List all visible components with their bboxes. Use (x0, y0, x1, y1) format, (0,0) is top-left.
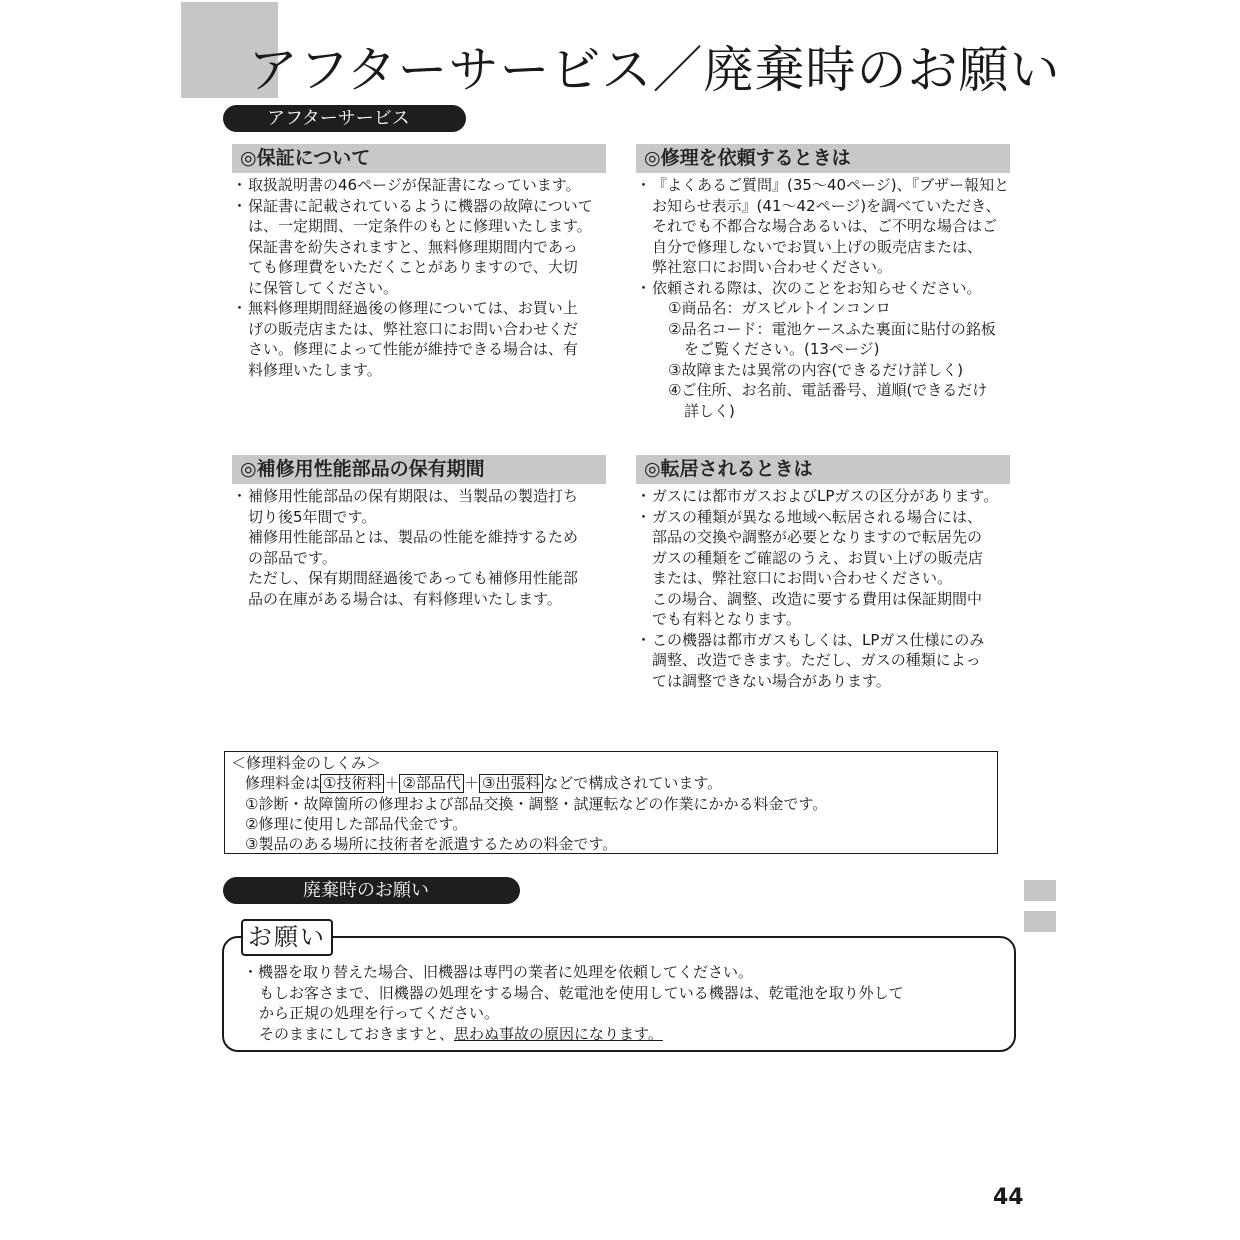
warranty-item-1: ・ 取扱説明書の46ページが保証書になっています。 (232, 175, 606, 196)
fee-box-lead: 修理料金は ①技術料 ＋ ②部品代 ＋ ③出張料 などで構成されています。 (245, 774, 723, 793)
warning-underlined: 思わぬ事故の原因になります。 (454, 1024, 663, 1043)
section-label-disposal: 廃棄時のお願い (223, 877, 520, 904)
moving-item-1: ・ ガスには都市ガスおよびLPガスの区分があります。 (636, 486, 1010, 507)
section-label-after-service: アフターサービス (223, 105, 466, 132)
fee-tag-travel: ③出張料 (479, 774, 543, 793)
repair-info-issue: ③故障または異常の内容(できるだけ詳しく) (668, 360, 964, 379)
warranty-body (232, 175, 606, 380)
heading-repair-request: ◎修理を依頼するときは (636, 144, 1010, 173)
parts-item: ・ 補修用性能部品の保有期限は、当製品の製造打ち 切り後5年間です。 補修用性能部品とは、製品の性能を維持するため の部品です。 ただし、保有期間経過後であっても補修用性能部 品の在庫がある場合は、有料修理いたします。 (232, 486, 606, 609)
page-number: 44 (993, 1185, 1024, 1210)
repair-body (636, 175, 1010, 421)
fee-note-3: ③製品のある場所に技術者を派遣するための料金です。 (245, 835, 618, 854)
moving-body (636, 486, 1010, 691)
fee-tag-tech: ①技術料 (320, 774, 384, 793)
warranty-item-3: ・ 無料修理期間経過後の修理については、お買い上 げの販売店または、弊社窓口にお問い合わせくだ さい。修理によって性能が維持できる場合は、有 料修理いたします。 (232, 298, 606, 380)
repair-info-code: ②品名コード：電池ケースふた裏面に貼付の銘板 (668, 319, 996, 338)
fee-note-1: ①診断・故障箇所の修理および部品交換・調整・試運転などの作業にかかる料金です。 (245, 794, 828, 813)
request-note-label: お願い (241, 919, 333, 956)
moving-item-2: ・ ガスの種類が異なる地域へ転居される場合には、 部品の交換や調整が必要となりますので転居先の ガスの種類をご確認のうえ、お買い上げの販売店 または、弊社窓口にお問い合わせください。 この場合、調整、改造に要する費用は保証期間中 でも有料となります。 (636, 507, 1010, 630)
moving-item-3: ・ この機器は都市ガスもしくは、LPガス仕様にのみ 調整、改造できます。ただし、ガスの種類によっ ては調整できない場合があります。 (636, 630, 1010, 692)
repair-info-address: ④ご住所、お名前、電話番号、道順(できるだけ (668, 381, 988, 399)
fee-tag-parts: ②部品代 (399, 774, 463, 793)
side-index-tab-2 (1024, 911, 1056, 932)
parts-body (232, 486, 606, 609)
heading-warranty: ◎保証について (232, 144, 606, 173)
request-note-text: ・機器を取り替えた場合、旧機器は専門の業者に処理を依頼してください。 もしお客さまで、旧機器の処理をする場合、乾電池を使用している機器は、乾電池を取り外して から正規の処理を行ってください。 そのままにしておきますと、思わぬ事故の原因になります。 (243, 963, 904, 1043)
side-index-tab-1 (1024, 880, 1056, 901)
warranty-item-2: ・ 保証書に記載されているように機器の故障について は、一定期間、一定条件のもとに修理いたします。 保証書を紛失されますと、無料修理期間内であっ ても修理費をいただくことがありますので、大切 に保管してください。 (232, 196, 606, 299)
heading-parts-retention: ◎補修用性能部品の保有期間 (232, 455, 606, 484)
fee-box-title: ＜修理料金のしくみ＞ (231, 754, 382, 772)
repair-item-1: ・ 『よくあるご質問』(35〜40ページ)、『ブザー報知と お知らせ表示』(41〜42ページ)を調べていただき、 それでも不都合な場合あるいは、ご不明な場合はご 自分で修理しないでお買い上げの販売店または、 弊社窓口にお問い合わせください。 (636, 175, 1010, 278)
repair-fee-box (224, 751, 998, 854)
fee-note-2: ②修理に使用した部品代金です。 (245, 814, 468, 833)
repair-item-2: ・ 依頼される際は、次のことをお知らせください。 ①商品名：ガスビルトインコンロ ②品名コード：電池ケースふた裏面に貼付の銘板 をご覧ください。(13ページ) ③故障または異常の内容(できるだけ詳しく) ④ご住所、お名前、電話番号、道順(できるだけ 詳しく) (636, 278, 1010, 422)
page-title: アフターサービス／廃棄時のお願い (248, 41, 1061, 99)
repair-info-product: ①商品名：ガスビルトインコンロ (668, 299, 891, 317)
heading-moving: ◎転居されるときは (636, 455, 1010, 484)
